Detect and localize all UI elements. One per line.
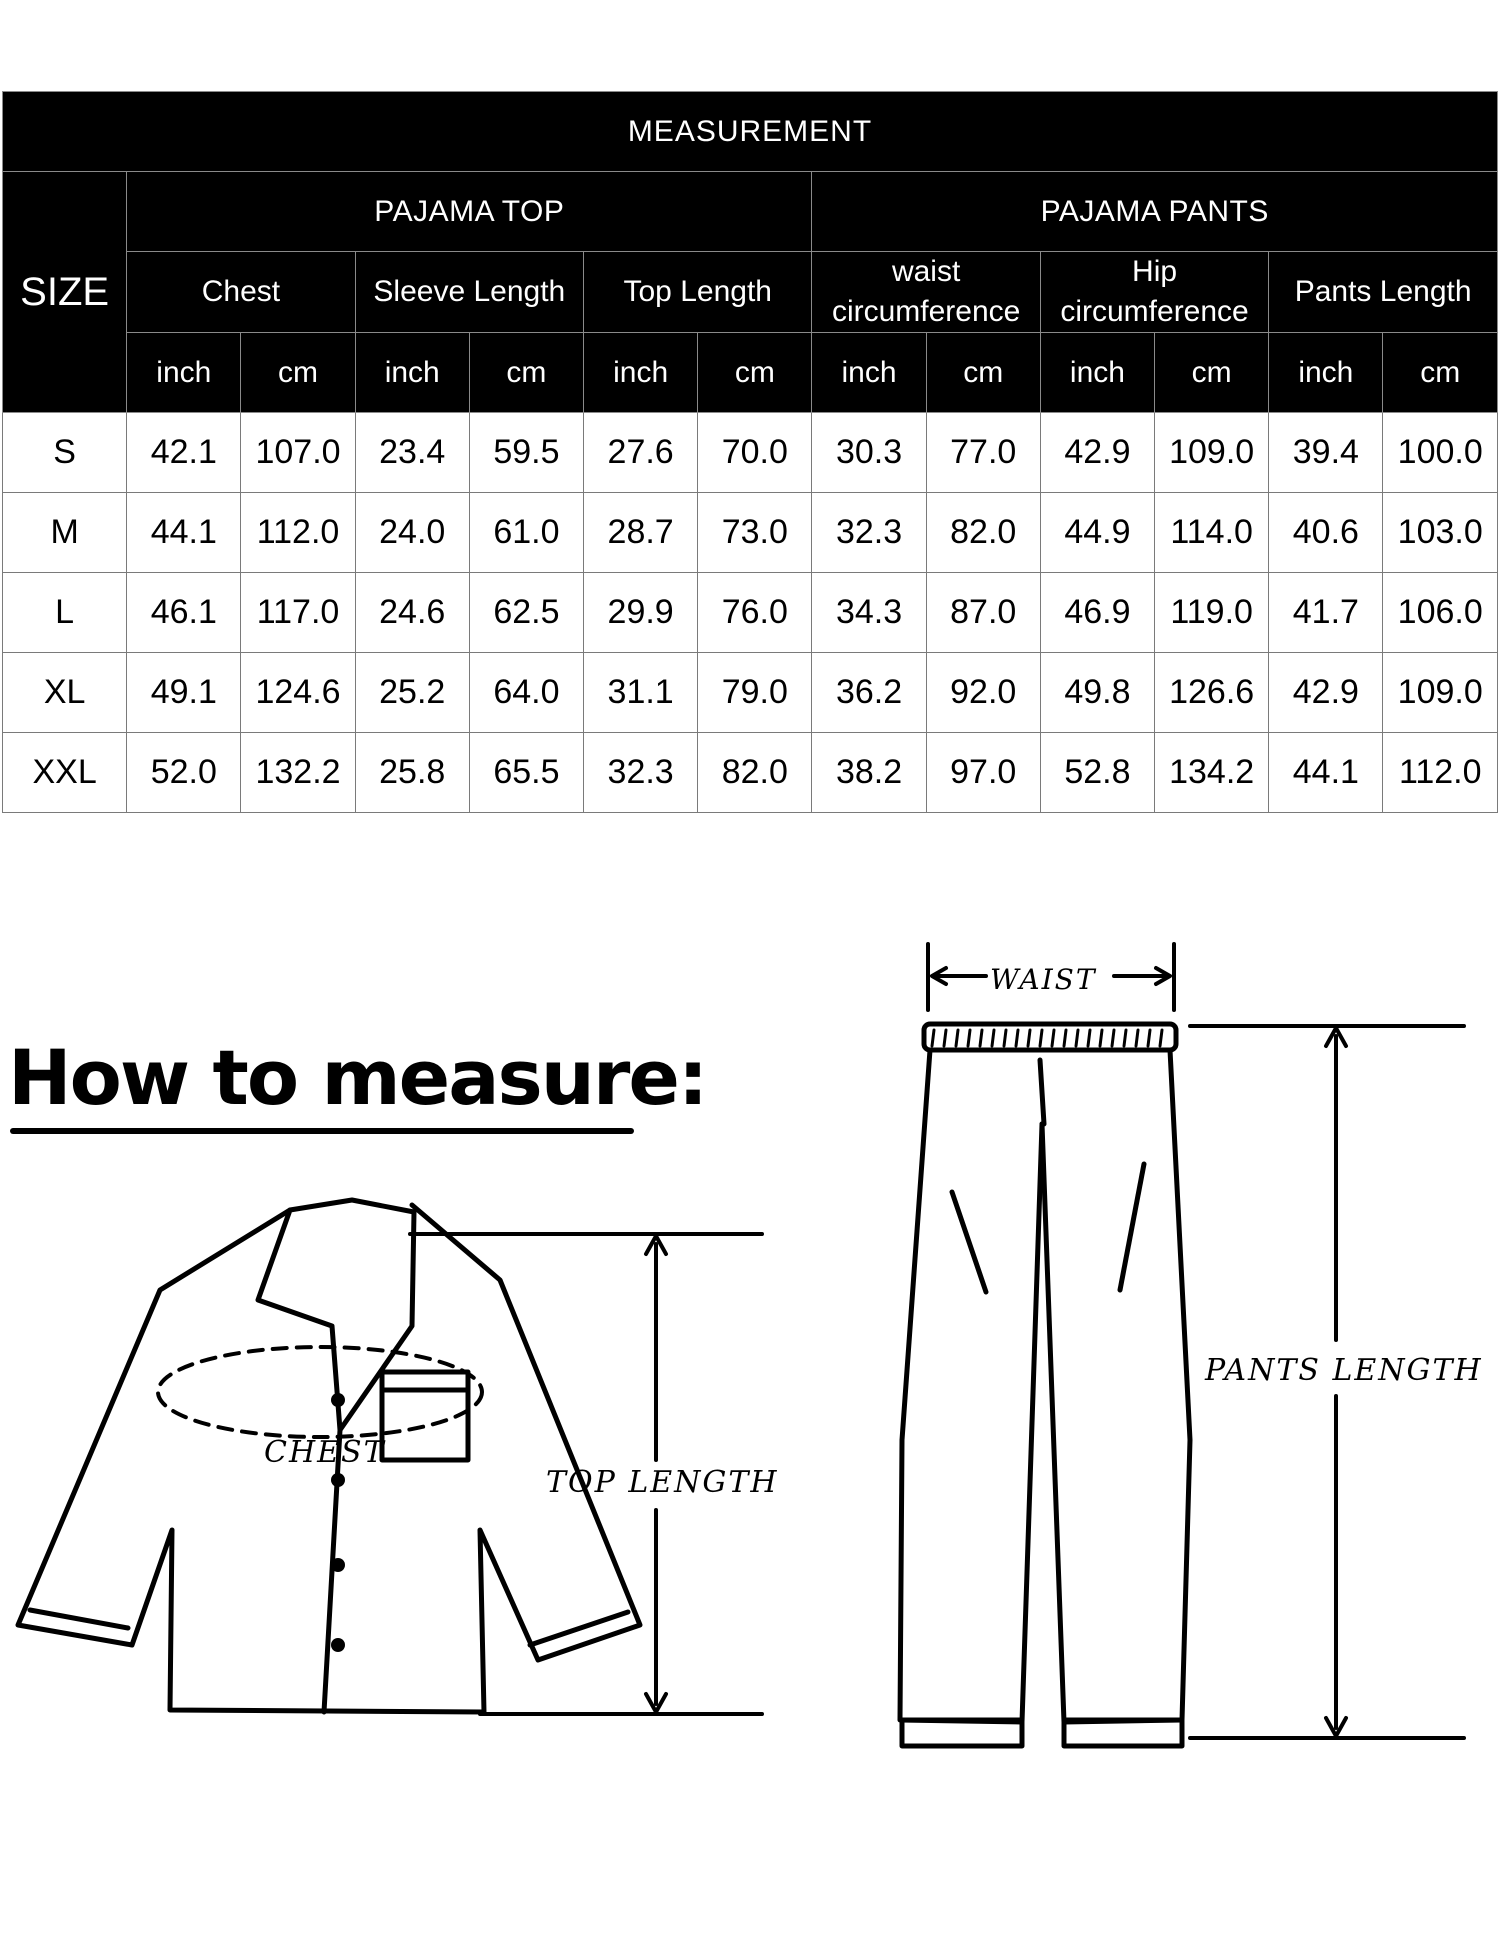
table-cell: 92.0 — [926, 653, 1040, 733]
table-cell: 27.6 — [584, 413, 698, 493]
table-cell: 73.0 — [698, 493, 812, 573]
header-hip-line1: Hip — [1132, 255, 1178, 288]
header-top-length: Top Length — [584, 252, 812, 333]
table-cell: 24.0 — [355, 493, 469, 573]
unit-header: inch — [812, 333, 926, 413]
unit-header: cm — [1155, 333, 1269, 413]
table-cell: 117.0 — [241, 573, 355, 653]
table-cell: 62.5 — [469, 573, 583, 653]
table-cell: 40.6 — [1269, 493, 1383, 573]
table-cell: 132.2 — [241, 733, 355, 813]
table-cell: 61.0 — [469, 493, 583, 573]
table-cell: 59.5 — [469, 413, 583, 493]
unit-header: inch — [584, 333, 698, 413]
table-cell: 32.3 — [812, 493, 926, 573]
table-cell: 28.7 — [584, 493, 698, 573]
unit-header: cm — [1383, 333, 1498, 413]
table-cell: 49.8 — [1040, 653, 1154, 733]
size-cell: XL — [3, 653, 127, 733]
table-title: MEASUREMENT — [3, 92, 1498, 172]
table-cell: 79.0 — [698, 653, 812, 733]
unit-header: inch — [355, 333, 469, 413]
table-cell: 44.9 — [1040, 493, 1154, 573]
header-pants-length: Pants Length — [1269, 252, 1498, 333]
size-cell: XXL — [3, 733, 127, 813]
table-cell: 31.1 — [584, 653, 698, 733]
unit-header: cm — [241, 333, 355, 413]
table-cell: 46.1 — [127, 573, 241, 653]
table-cell: 82.0 — [926, 493, 1040, 573]
table-cell: 42.9 — [1269, 653, 1383, 733]
table-cell: 107.0 — [241, 413, 355, 493]
header-waist-line1: waist — [891, 255, 961, 288]
pajama-pants-drawing — [900, 1024, 1190, 1746]
table-cell: 97.0 — [926, 733, 1040, 813]
unit-header: inch — [1269, 333, 1383, 413]
pants-length-label: PANTS LENGTH — [1205, 1353, 1483, 1388]
table-cell: 100.0 — [1383, 413, 1498, 493]
table-cell: 87.0 — [926, 573, 1040, 653]
table-cell: 77.0 — [926, 413, 1040, 493]
table-cell: 103.0 — [1383, 493, 1498, 573]
table-cell: 41.7 — [1269, 573, 1383, 653]
table-cell: 64.0 — [469, 653, 583, 733]
table-cell: 32.3 — [584, 733, 698, 813]
table-cell: 114.0 — [1155, 493, 1269, 573]
table-cell: 134.2 — [1155, 733, 1269, 813]
table-cell: 112.0 — [1383, 733, 1498, 813]
waistband-ruffle — [932, 1030, 1162, 1046]
chest-label: CHEST — [264, 1435, 386, 1470]
unit-header: cm — [469, 333, 583, 413]
unit-header: cm — [698, 333, 812, 413]
table-cell: 76.0 — [698, 573, 812, 653]
table-cell: 109.0 — [1155, 413, 1269, 493]
table-cell: 70.0 — [698, 413, 812, 493]
table-cell: 109.0 — [1383, 653, 1498, 733]
table-cell: 44.1 — [127, 493, 241, 573]
table-cell: 25.8 — [355, 733, 469, 813]
header-sleeve-length: Sleeve Length — [355, 252, 583, 333]
table-cell: 52.8 — [1040, 733, 1154, 813]
table-cell: 119.0 — [1155, 573, 1269, 653]
header-waist-line2: circumference — [831, 295, 1021, 328]
header-hip-line2: circumference — [1060, 295, 1249, 328]
table-cell: 25.2 — [355, 653, 469, 733]
how-to-measure-title: How to measure: — [8, 1033, 707, 1122]
table-cell: 112.0 — [241, 493, 355, 573]
table-cell: 39.4 — [1269, 413, 1383, 493]
table-cell: 46.9 — [1040, 573, 1154, 653]
table-cell: 44.1 — [1269, 733, 1383, 813]
table-cell: 124.6 — [241, 653, 355, 733]
waist-label: WAIST — [990, 963, 1097, 996]
table-cell: 82.0 — [698, 733, 812, 813]
table-cell: 23.4 — [355, 413, 469, 493]
table-cell: 52.0 — [127, 733, 241, 813]
table-cell: 42.9 — [1040, 413, 1154, 493]
unit-header: inch — [1040, 333, 1154, 413]
table-cell: 36.2 — [812, 653, 926, 733]
table-cell: 106.0 — [1383, 573, 1498, 653]
size-cell: M — [3, 493, 127, 573]
size-cell: L — [3, 573, 127, 653]
top-length-label: TOP LENGTH — [546, 1465, 779, 1500]
size-cell: S — [3, 413, 127, 493]
table-cell: 29.9 — [584, 573, 698, 653]
unit-header: cm — [926, 333, 1040, 413]
table-cell: 30.3 — [812, 413, 926, 493]
group-header-pajama-pants: PAJAMA PANTS — [812, 172, 1498, 252]
table-cell: 34.3 — [812, 573, 926, 653]
table-cell: 126.6 — [1155, 653, 1269, 733]
table-cell: 24.6 — [355, 573, 469, 653]
unit-header: inch — [127, 333, 241, 413]
table-cell: 49.1 — [127, 653, 241, 733]
header-chest: Chest — [127, 252, 355, 333]
table-cell: 65.5 — [469, 733, 583, 813]
table-cell: 38.2 — [812, 733, 926, 813]
table-cell: 42.1 — [127, 413, 241, 493]
group-header-pajama-top: PAJAMA TOP — [127, 172, 812, 252]
size-column-header: SIZE — [3, 172, 127, 413]
